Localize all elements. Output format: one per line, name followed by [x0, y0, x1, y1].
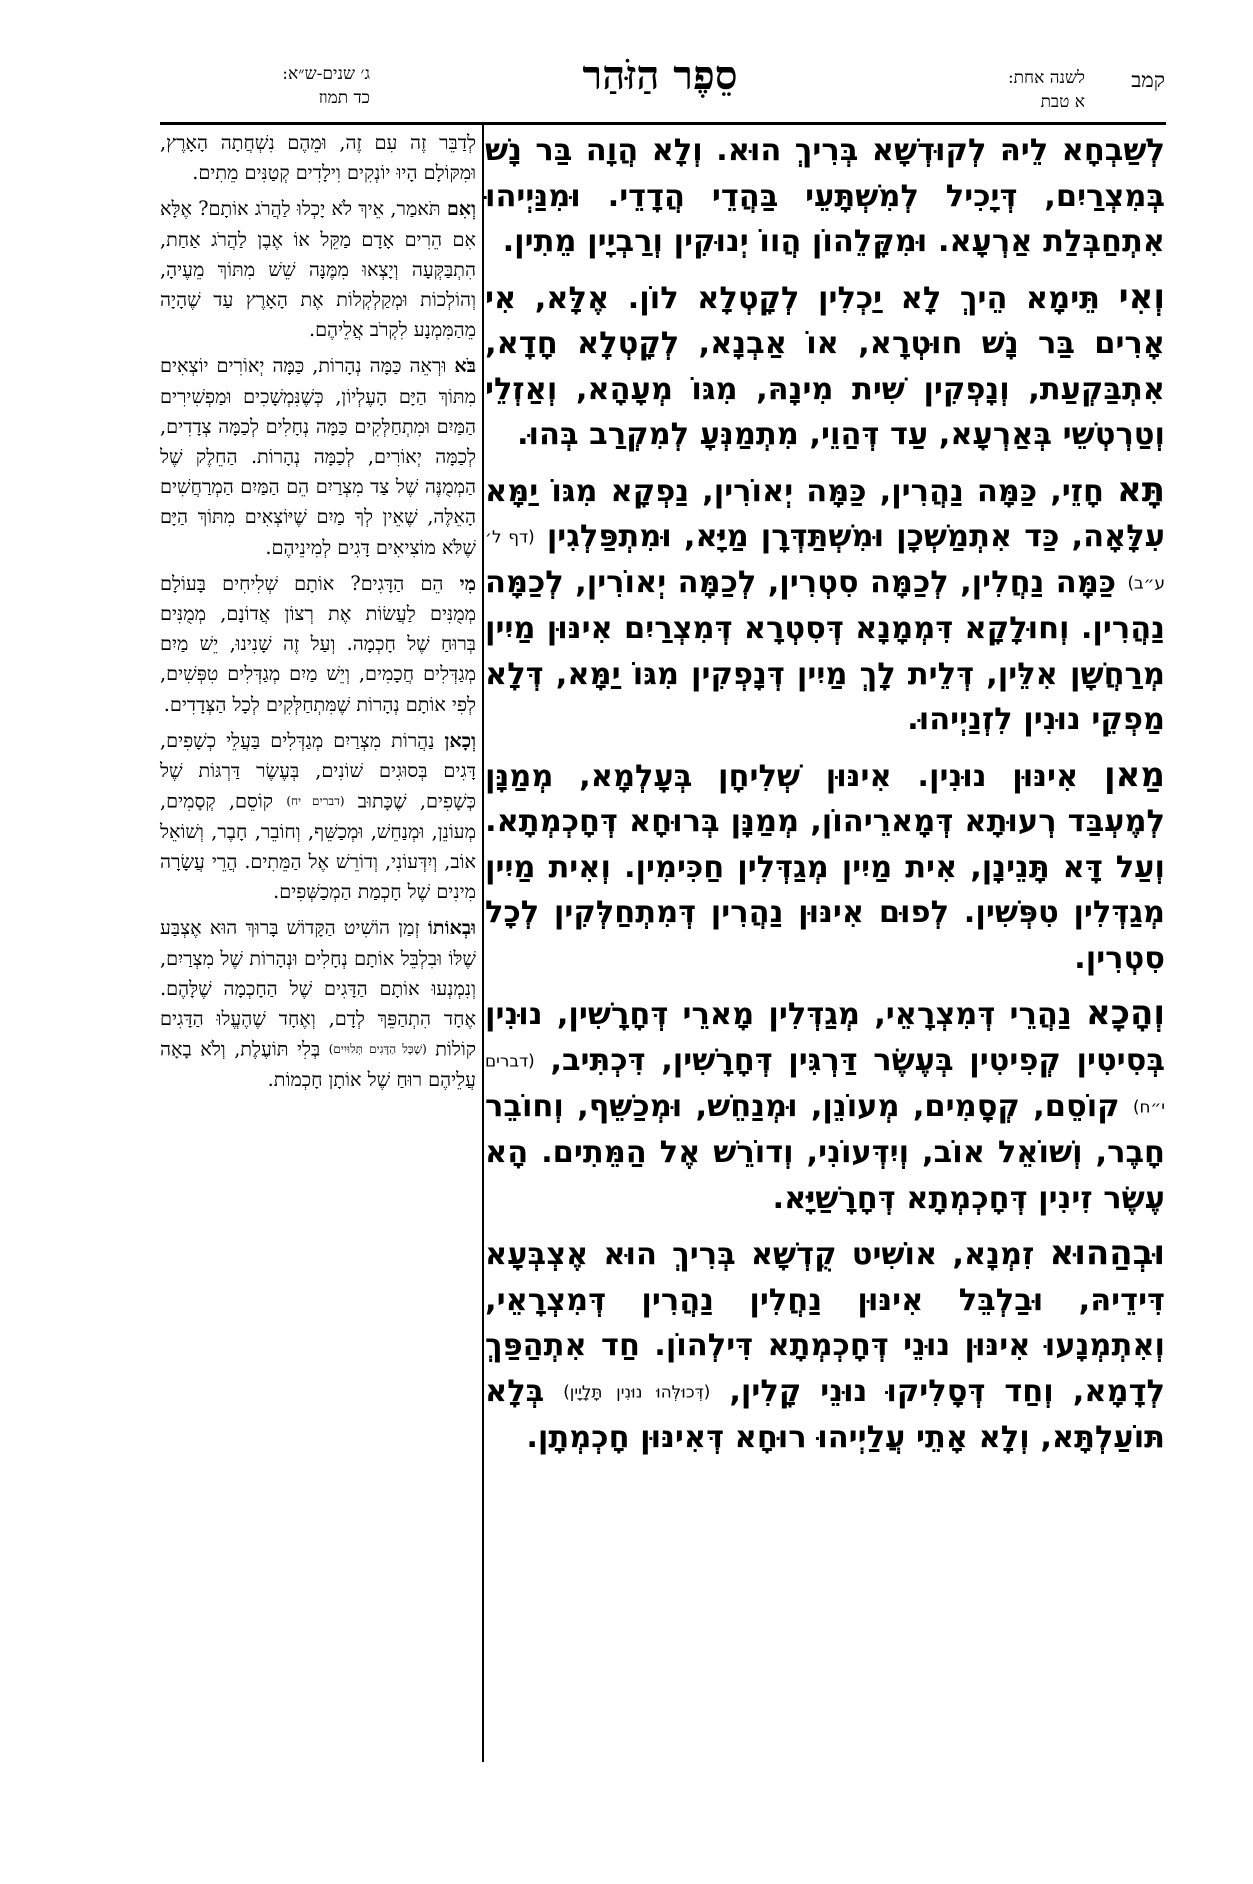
column-divider — [482, 122, 484, 1762]
one-year-date: א טבת — [1040, 92, 1085, 112]
side-paragraph: וְאִם תֹּאמַר, אֵיךְ לֹא יָכְלוּ לַהֲרֹג אוֹתָם? אֶלָּא אִם הֵרִים אָדָם מַקֵּל אוֹ אֶבֶן לַהֲרֹג אַחַת, הִתְבַּקְּעָה וְיָצְאוּ מִמֶּנָּה שֵׁשׁ מִתּוֹךְ מֵעֶיהָ, וְהוֹלְכוֹת וּמְקַלְקְלוֹת אֶת הָאָרֶץ עַד שֶׁהָיָה מֵהַמִּמְנָע לִקְרֹב אֲלֵיהֶם. — [160, 197, 477, 342]
side-paragraph: וְכָאן נַהֲרוֹת מִצְרַיִם מְגַדְּלִים בַּעֲלֵי כְשָׁפִים, דָּגִים בְּסוּגִים שׁוֹנִים, בְּעֶשֶׂר דַּרְגּוֹת שֶׁל כְּשָׁפִים, שֶׁכָּתוּב (דברים יח) קוֹסֵם, קְסָמִים, מְעוֹנֵן, וּמְנַחֵשׁ, וּמְכַשֵּׁף, וְחוֹבֵר, חָבֶר, וְשׁוֹאֵל אוֹב, וְיִדְּעוֹנִי, וְדוֹרֵשׁ אֶל הַמֵּתִים. הֲרֵי עֲשָׂרָה מִינִים שֶׁל חָכְמַת הַמְכַשְּׁפִים. — [160, 728, 476, 904]
aramaic-text-column — [485, 128, 1165, 1470]
hebrew-translation-column — [160, 128, 476, 1101]
verse-reference-note: (דברים יח) — [286, 794, 345, 809]
side-paragraph: לְדַבֵּר זֶה עִם זֶה, וּמֵהֶם נִשְׁחֲתָה הָאָרֶץ, וּמִקּוֹלָם הָיוּ יוֹנְקִים וִילָדִים קְטַנִּים מֵתִים. — [160, 131, 476, 185]
main-paragraph: תָּא חָזֵי, כַּמָּה נַהֲרִין, כַּמָּה יְאוֹרִין, נַפְקָא מִגּוֹ יַמָּא עִלָּאָה, כַּד אִתְמַשְׁכָן וּמִשְׁתַּדְּרָן מַיָּא, וּמִתְפַּלְגִין (דף ל׳ ע״ב) כַּמָּה נַחֲלִין, לְכַמָּה סִטְרִין, לְכַמָּה יְאוֹרִין, לְכַמָּה נַהֲרִין. וְחוּלָקָא דִּמְמָנָא דְּסִטְרָא דְּמִצְרַיִם אִינּוּן מַיִין מְרַחֲשָׁן אִלֵּין, דְּלֵית לָךְ מַיִין דְּנָפְקִין מִגּוֹ יַמָּא, דְּלָא מַפְקֵי נוּנִין לִזְנַיְיהוּ. — [485, 469, 1165, 738]
main-paragraph: וְאִי תֵּימָא הֵיךְ לָא יַכְלִין לְקָטְלָא לוֹן. אֶלָּא, אִי אָרִים בַּר נָשׁ חוּטְרָא, אוֹ אַבְנָא, לְקָטְלָא חָדָא, אִתְבַּקְעַת, וְנָפְקִין שִׁית מִינָהּ, מִגּוֹ מְעָהָא, וְאַזְלֵי וְטַרְטְשֵׁי בְּאַרְעָא, עַד דְּהַוֵי, מִתְמַנְּעָ לְמִקְרַב בְּהוּ. — [485, 276, 1165, 452]
side-paragraph: מִי הֵם הַדָּגִים? אוֹתָם שְׁלִיחִים בָּעוֹלָם מְמֻנִּים לַעֲשׂוֹת אֶת רְצוֹן אֲדוֹנָם, מְמֻנִּים בְּרוּחַ שֶׁל חָכְמָה. וְעַל זֶה שָׁנִינוּ, יֵשׁ מַיִם מְגַדְּלִים חֲכָמִים, וְיֵשׁ מַיִם מְגַדְּלִים טִפְּשִׁים, לְפִי אוֹתָם נְהָרוֹת שֶׁמִּתְחַלְּקִים לְכָל הַצְּדָדִים. — [160, 571, 476, 716]
three-year-date: כד תמוז — [318, 88, 370, 108]
header-divider — [160, 122, 1166, 125]
three-year-label: ג׳ שנים-ש״א: — [282, 64, 370, 84]
gloss-note: (שֶׁכָּל הַדָּגִים תְּלוּיִים) — [328, 1042, 427, 1057]
gloss-note: (דְּכוּלְּהוּ נוּנִין תָּלָיָין) — [563, 1381, 711, 1402]
header-right — [935, 62, 1165, 120]
header-left — [160, 62, 370, 120]
main-paragraph: לְשַׁבְחָא לֵיהּ לְקוּדְשָׁא בְּרִיךְ הוּא. וְלָא הֲוָה בַּר נָשׁ בְּמִצְרַיִם, דְּיָכִיל לְמִשְׁתָּעֵי בַּהֲדֵי הֲדָדֵי. וּמִנַּיְיהוּ אִתְחַבְּלַת אַרְעָא. וּמִקָּלֵהוֹן הֲווֹ יְנוּקִין וְרַבְיָין מֵתִין. — [485, 133, 1165, 259]
side-paragraph: בֹּא וּרְאֵה כַּמָּה נְהָרוֹת, כַּמָּה יְאוֹרִים יוֹצְאִים מִתּוֹךְ הַיָּם הָעֶלְיוֹן, כְּשֶׁנִּמְשָׁכִים וּמַפְשִׁירִים הַמַּיִם וּמִתְחַלְּקִים כַּמָּה נְחָלִים לְכַמָּה צְדָדִים, לְכַמָּה יְאוֹרִים, לְכַמָּה נְהָרוֹת. הַחֵלֶק שֶׁל הַמְמֻנֶּה שֶׁל צַד מִצְרַיִם הֵם הַמַּיִם הַמְרַחֲשִׁים הָאֵלֶּה, שֶׁאֵין לְךָ מַיִם שֶׁיּוֹצְאִים מִתּוֹךְ הַיָּם שֶׁלֹּא מוֹצִיאִים דָּגִים לְמִינֵיהֶם. — [160, 354, 476, 559]
page-reference-note: (דף ל׳ ע״ב) — [485, 526, 1165, 593]
page-number: קמב — [1131, 68, 1165, 92]
page-title: סֵפֶר הַזֹּהַר — [582, 52, 738, 99]
main-paragraph: מַאן אִינּוּן נוּנִין. אִינּוּן שְׁלִיחָן בְּעָלְמָא, מְמַנָּן לְמֶעְבַּד רְעוּתָא דְּמָארֵיהוֹן, מְמַנָּן בְּרוּחָא דְּחָכְמְתָא. וְעַל דָּא תָּנֵינָן, אִית מַיִין מְגַדְּלִין חַכִּימִין. וְאִית מַיִין מְגַדְּלִין טִפְּשִׁין. לְפוּם אִינּוּן נַהֲרִין דְּמִתְחַלְּקִין לְכָל סִטְרִין. — [485, 754, 1165, 976]
main-paragraph: וּבְהַהוּא זִמְנָא, אוֹשִׁיט קֻדְשָׁא בְּרִיךְ הוּא אֶצְבְּעָא דִּידֵיהּ, וּבַלְבֵּל אִינּוּן נַחֲלִין נַהֲרִין דְּמִצְרָאֵי, וְאִתְמְנָעוּ אִינּוּן נוּנֵי דְּחָכְמְתָא דִּילְהוֹן. חַד אִתְהַפַּךְ לְדָמָא, וְחַד דְּסָלִיקוּ נוּנֵי קָלִין, (דְּכוּלְּהוּ נוּנִין תָּלָיָין) בְּלָא תּוֹעַלְתָּא, וְלָא אָתֵי עֲלַיְיהוּ רוּחָא דְּאִינּוּן חָכְמְתָן. — [485, 1233, 1166, 1455]
daily-schedule-one-year — [1008, 66, 1085, 114]
main-paragraph: וְהָכָא נַהֲרֵי דְּמִצְרָאֵי, מְגַדְּלִין מָארֵי דְּחָרָשִׁין, נוּנִין בְּסִיטִין קְפִיטִין בְּעֶשֶׂר דַּרְגִּין דְּחָרָשִׁין, דִּכְתִּיב, (דברים י״ח) קוֹסֵם, קְסָמִים, מְעוֹנֵן, וּמְנַחֵשׁ, וּמְכַשֵּׁף, וְחוֹבֵר חָבֶר, וְשׁוֹאֵל אוֹב, וְיִדְּעוֹנִי, וְדוֹרֵשׁ אֶל הַמֵּתִים. הָא עֶשֶׂר זִינִין דְּחָכְמְתָא דְּחָרָשַׁיָּא. — [485, 993, 1165, 1216]
one-year-label: לשנה אחת: — [1007, 68, 1085, 88]
verse-reference-note: (דברים י״ח) — [485, 1050, 1165, 1117]
side-paragraph: וּבְאוֹתוֹ זְמַן הוֹשִׁיט הַקָּדוֹשׁ בָּרוּךְ הוּא אֶצְבַּע שֶׁלּוֹ וּבִלְבֵּל אוֹתָם נְחָלִים וּנְהָרוֹת שֶׁל מִצְרַיִם, וְנִמְנְעוּ אוֹתָם הַדָּגִים שֶׁל הַחָכְמָה שֶׁלָּהֶם. אֶחָד הִתְהַפֵּךְ לְדָם, וְאֶחָד שֶׁהֶעֱלוּ הַדָּגִים קוֹלוֹת (שֶׁכָּל הַדָּגִים תְּלוּיִים) בְּלִי תּוֹעֶלֶת, וְלֹא בָאָה עֲלֵיהֶם רוּחַ שֶׁל אוֹתָן חָכְמוֹת. — [160, 916, 476, 1091]
